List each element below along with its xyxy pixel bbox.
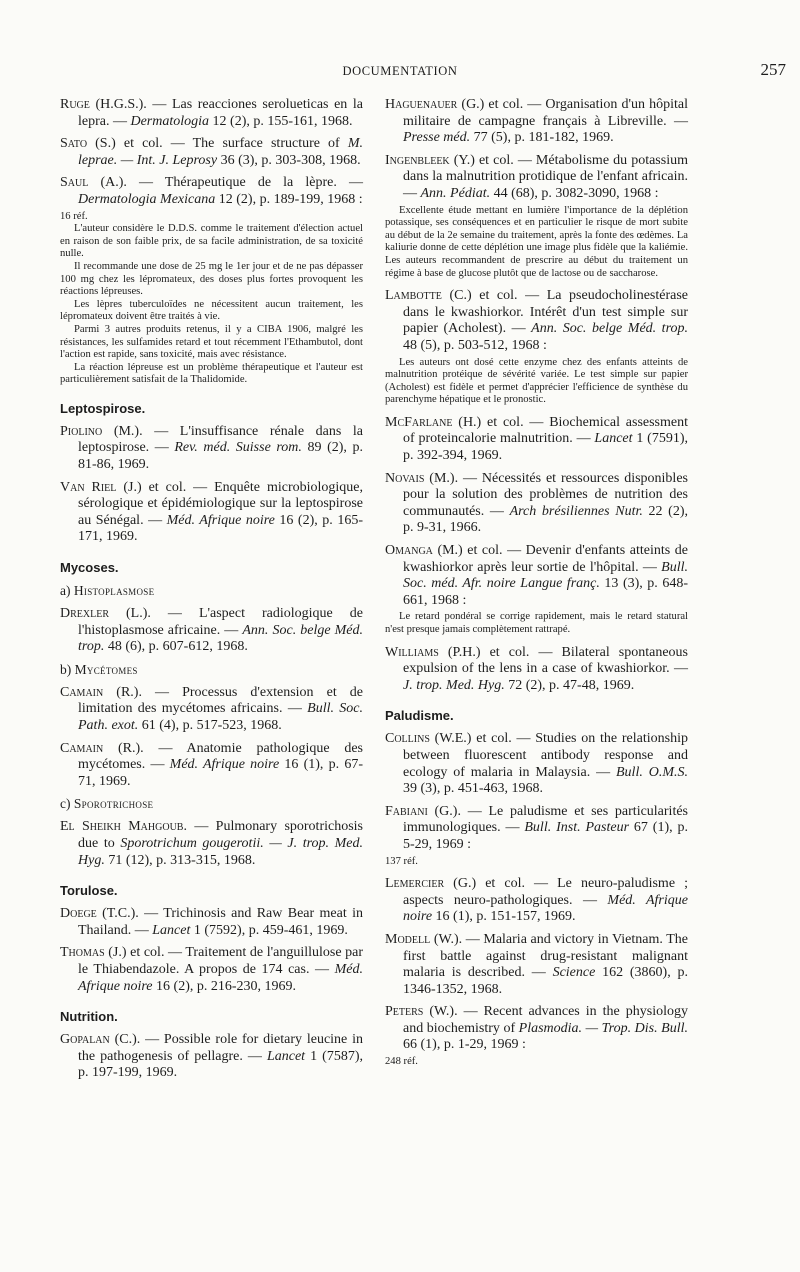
reference-text: et col. — The surface structure of xyxy=(115,136,348,152)
reference-text: — Processus d'extension et de limitation des mycétomes africains. — xyxy=(78,684,363,717)
subsection-title: Mycétomes xyxy=(74,661,138,677)
reference-author: McFarlane (H.) xyxy=(385,414,482,430)
section-heading: Mycoses. xyxy=(60,560,119,576)
reference-journal: Méd. Afrique noire xyxy=(166,512,275,528)
reference-details: 16 (2), p. 216-230, 1969. xyxy=(152,978,297,994)
reference-entry xyxy=(385,288,688,354)
note-paragraph: L'auteur considère le D.D.S. comme le traitement d'élection actuel en raison de son faible prix, de sa facile administration, de sa toxicité nulle. xyxy=(60,223,363,260)
reference-entry xyxy=(60,685,363,735)
abstract-note xyxy=(60,211,363,387)
reference-details: 72 (2), p. 47-48, 1969. xyxy=(504,677,635,693)
reference-author: Ruge (H.G.S.). xyxy=(60,97,147,112)
right-column xyxy=(385,97,688,1077)
reference-journal: Dermatologia xyxy=(130,113,210,129)
reference-journal: Science xyxy=(552,965,596,981)
reference-author: Drexler (L.). xyxy=(60,606,151,622)
reference-entry xyxy=(385,932,688,998)
reference-text: — Pulmonary sporotrichosis due to xyxy=(78,819,363,851)
reference-text: — Nécessités et ressources disponibles pour la solution des problèmes de nutrition des communautés. — xyxy=(403,470,688,519)
reference-details: 16 (2), p. 165-171, 1969. xyxy=(78,512,363,545)
reference-entry xyxy=(60,819,363,869)
reference-author: Gopalan (C.). xyxy=(60,1032,141,1048)
reference-details: 77 (5), p. 181-182, 1969. xyxy=(470,130,614,146)
reference-entry xyxy=(60,606,363,656)
reference-entry xyxy=(60,945,363,995)
abstract-note xyxy=(385,205,688,281)
reference-journal: Ann. Soc. belge Méd. trop. xyxy=(531,321,688,337)
reference-details: 12 (2), p. 189-199, 1968 : xyxy=(215,191,363,207)
reference-entry xyxy=(60,136,363,169)
reference-text: — L'insuffisance rénale dans la leptospirose. — xyxy=(78,423,363,456)
reference-text: et col. — Enquête microbiologique, sérologique et épidémiologique sur la leptospirose au Sénégal. — xyxy=(78,479,363,528)
reference-details: 162 (3860), p. 1346-1352, 1968. xyxy=(403,965,688,997)
reference-journal: Arch brésiliennes Nutr. xyxy=(509,503,643,519)
reference-details: 16 (1), p. 67-71, 1969. xyxy=(78,757,363,789)
reference-author: Omanga (M.) xyxy=(385,543,463,559)
reference-entry xyxy=(385,876,688,926)
reference-details: 36 (3), p. 303-308, 1968. xyxy=(217,152,361,168)
running-head: DOCUMENTATION xyxy=(342,64,458,78)
reference-entry xyxy=(385,645,688,695)
reference-entry xyxy=(60,175,363,208)
reference-text: et col. — Métabolisme du potassium dans la malnutrition protidique de l'enfant africain. — xyxy=(403,152,688,201)
subsection-heading xyxy=(60,583,363,599)
reference-details: 22 (2), p. 9-31, 1966. xyxy=(403,503,688,536)
reference-journal: Lancet xyxy=(152,922,191,938)
left-column xyxy=(60,97,363,1088)
reference-details: 71 (12), p. 313-315, 1968. xyxy=(104,852,256,868)
reference-entry xyxy=(60,424,363,474)
reference-author: Lemercier (G.) xyxy=(385,876,477,892)
reference-details: 16 (1), p. 151-157, 1969. xyxy=(432,909,576,925)
reference-entry xyxy=(385,1004,688,1054)
reference-author: Camain (R.). xyxy=(60,684,142,700)
reference-author: Camain (R.). xyxy=(60,740,144,756)
reference-author: Collins (W.E.) xyxy=(385,731,472,747)
page-number: 257 xyxy=(760,60,786,79)
note-paragraph: 248 réf. xyxy=(385,1056,418,1068)
reference-journal: Ann. Soc. belge Méd. trop. xyxy=(78,622,363,655)
reference-author: Sato (S.) xyxy=(60,136,116,152)
reference-text: — Thérapeutique de la lèpre. — xyxy=(126,175,363,191)
reference-text: et col. — Devenir d'enfants atteints de kwashiorkor après leur sortie de l'hôpital. — xyxy=(403,543,688,575)
note-paragraph: Parmi 3 autres produits retenus, il y a CIBA 1906, malgré les résistances, les sulfamides retard et tout récemment l'Ethambutol, dont l'action est rapide, sans toxicité, mais avec résistance. xyxy=(60,323,363,361)
reference-details: 61 (4), p. 517-523, 1968. xyxy=(138,718,282,733)
reference-entry xyxy=(385,543,688,609)
reference-journal: Sporotrichum gougerotii. — J. trop. Med. Hyg. xyxy=(78,835,364,868)
reference-entry xyxy=(60,97,363,130)
reference-entry xyxy=(385,153,688,203)
reference-details: 48 (6), p. 607-612, 1968. xyxy=(104,639,248,655)
note-paragraph: 137 réf. xyxy=(385,855,418,867)
reference-author: Ingenbleek (Y.) xyxy=(385,152,475,168)
reference-text: et col. — Organisation d'un hôpital militaire de campagne français à Libreville. — xyxy=(403,97,688,129)
note-paragraph: 16 réf. xyxy=(60,210,88,222)
reference-journal: Méd. Afrique noire xyxy=(403,892,688,925)
reference-details: 48 (5), p. 503-512, 1968 : xyxy=(403,337,547,353)
note-paragraph: Excellente étude mettant en lumière l'importance de la déplétion potassique, ses conséquences et en particulier le risque de mort subite au début de la 2e semaine du traitement, après la fonte des œdèmes. La kaliurie donne de cette déplétion une image plus fidèle que la kaliémie. Les auteurs recommandent de prescrire au début du traitement un régime à base de glucose plutôt que de lactose ou de saccharose. xyxy=(385,204,688,279)
reference-text: et col. — Traitement de l'anguillulose par le Thiabendazole. A propos de 174 cas. — xyxy=(78,945,364,977)
reference-details: 44 (68), p. 3082-3090, 1968 : xyxy=(490,185,659,201)
reference-journal: Plasmodia. — Trop. Dis. Bull. xyxy=(518,1020,688,1036)
reference-details: 1 (7591), p. 392-394, 1969. xyxy=(403,431,688,464)
page-header xyxy=(0,62,800,84)
reference-journal: J. trop. Med. Hyg. xyxy=(403,677,505,693)
abstract-note xyxy=(385,1056,688,1069)
reference-journal: Bull. Soc. méd. Afr. noire Langue franç. xyxy=(403,559,688,592)
section-heading: Torulose. xyxy=(60,883,118,899)
section-heading: Leptospirose. xyxy=(60,400,146,416)
reference-journal: Lancet xyxy=(266,1048,306,1064)
reference-entry xyxy=(385,804,688,854)
reference-text: — L'aspect radiologique de l'histoplasmose africaine. — xyxy=(78,606,364,638)
reference-entry xyxy=(60,741,363,791)
reference-journal: Lancet xyxy=(594,431,633,447)
note-paragraph: Les auteurs ont dosé cette enzyme chez des enfants atteints de malnutrition protéique de sévérité variée. Le test simple sur papier (Acholest) est fidèle et permet d'apprécier l'efficience de synthèse du parenchyme hépatique et le pronostic. xyxy=(385,356,688,406)
subsection-title: Histoplasmose xyxy=(73,583,155,599)
reference-details: 13 (3), p. 648-661, 1968 : xyxy=(403,576,688,608)
reference-author: Haguenauer (G.) xyxy=(385,97,485,112)
reference-author: Williams (P.H.) xyxy=(385,644,481,660)
reference-details: 1 (7592), p. 459-461, 1969. xyxy=(190,922,348,938)
reference-text: et col. — Studies on the relationship between fluorescent antibody response and ecology of malaria in Malaysia. — xyxy=(403,731,688,780)
reference-journal: Bull. Inst. Pasteur xyxy=(524,820,630,836)
subsection-title: Sporotrichose xyxy=(73,796,154,812)
reference-details: 12 (2), p. 155-161, 1968. xyxy=(209,113,353,129)
note-paragraph: Les lèpres tuberculoïdes ne nécessitent aucun traitement, les lépromateux doivent être traités à vie. xyxy=(60,298,363,323)
note-paragraph: Il recommande une dose de 25 mg le 1er jour et de ne pas dépasser 100 mg chez les lépromateux, des doses plus fortes provoquent les réactions lépreuses. xyxy=(60,260,363,298)
reference-journal: M. leprae. — Int. J. Leprosy xyxy=(78,136,363,168)
reference-journal: Méd. Afrique noire xyxy=(169,757,280,773)
reference-text: — Possible role for dietary leucine in the pathogenesis of pellagre. — xyxy=(78,1032,363,1064)
reference-journal: Rev. méd. Suisse rom. xyxy=(174,440,302,456)
reference-details: 1 (7587), p. 197-199, 1969. xyxy=(78,1048,363,1081)
section-heading: Paludisme. xyxy=(385,708,454,724)
reference-journal: Bull. O.M.S. xyxy=(616,764,688,780)
reference-author: El Sheikh Mahgoub. xyxy=(60,819,187,835)
reference-author: Fabiani (G.). xyxy=(385,803,461,819)
reference-journal: Presse méd. xyxy=(403,130,471,146)
reference-journal: Méd. Afrique noire xyxy=(78,961,363,994)
reference-text: et col. — Biochemical assessment of proteincalorie malnutrition. — xyxy=(403,414,688,447)
note-paragraph: Le retard pondéral se corrige rapidement, mais le retard statural n'est presque jamais complètement rattrapé. xyxy=(385,611,688,635)
reference-author: Saul (A.). xyxy=(60,175,127,191)
reference-entry xyxy=(60,480,363,546)
reference-journal: Ann. Pédiat. xyxy=(420,185,491,201)
reference-text: — Recent advances in the physiology and biochemistry of xyxy=(403,1004,688,1036)
reference-journal: Dermatologia Mexicana xyxy=(78,191,216,207)
reference-author: Piolino (M.). xyxy=(60,423,143,439)
note-paragraph: La réaction lépreuse est un problème thérapeutique et l'auteur est particulièrement satisfait de la Thalidomide. xyxy=(60,361,363,386)
reference-details: 89 (2), p. 81-86, 1969. xyxy=(78,440,364,473)
reference-text: — Trichinosis and Raw Bear meat in Thailand. — xyxy=(78,906,363,938)
section-heading: Nutrition. xyxy=(60,1009,118,1025)
reference-author: Peters (W.). xyxy=(385,1004,458,1020)
reference-author: Thomas (J.) xyxy=(60,945,127,961)
reference-text: — Malaria and victory in Vietnam. The first battle against drug-resistant malignant malaria is described. — xyxy=(403,931,688,981)
subsection-heading xyxy=(60,796,363,812)
abstract-note xyxy=(385,856,688,869)
reference-author: Modell (W.). xyxy=(385,931,463,947)
subsection-letter: b) xyxy=(60,661,75,677)
reference-author: Van Riel (J.) xyxy=(60,479,142,495)
reference-text: — Las reacciones serolueticas en la lepra. — xyxy=(78,97,363,129)
abstract-note xyxy=(385,611,688,636)
reference-details: 39 (3), p. 451-463, 1968. xyxy=(403,781,543,797)
subsection-letter: a) xyxy=(60,583,74,599)
reference-details: 66 (1), p. 1-29, 1969 : xyxy=(403,1037,526,1053)
reference-text: et col. — La pseudocholinestérase dans le kwashiorkor. Intérêt d'un test simple sur papier (Acholest). — xyxy=(403,288,689,337)
subsection-heading xyxy=(60,662,363,678)
reference-text: — Anatomie pathologique des mycétomes. — xyxy=(78,740,363,773)
subsection-letter: c) xyxy=(60,796,74,812)
reference-text: — Le paludisme et ses particularités immunologiques. — xyxy=(403,803,689,836)
reference-text: et col. — Bilateral spontaneous expulsion of the lens in a case of kwashiorkor. — xyxy=(403,644,689,677)
abstract-note xyxy=(385,357,688,407)
reference-entry xyxy=(385,415,688,465)
reference-entry xyxy=(60,906,363,939)
reference-details: 67 (1), p. 5-29, 1969 : xyxy=(403,820,688,852)
reference-entry xyxy=(385,731,688,797)
reference-author: Novais (M.). xyxy=(385,470,459,486)
reference-author: Doege (T.C.). xyxy=(60,906,139,922)
reference-author: Lambotte (C.) xyxy=(385,288,472,304)
reference-entry xyxy=(385,471,688,537)
reference-journal: Bull. Soc. Path. exot. xyxy=(78,701,364,733)
reference-entry xyxy=(385,97,688,147)
reference-entry xyxy=(60,1032,363,1082)
reference-text: et col. — Le neuro-paludisme ; aspects neuro-pathologiques. — xyxy=(403,876,688,908)
